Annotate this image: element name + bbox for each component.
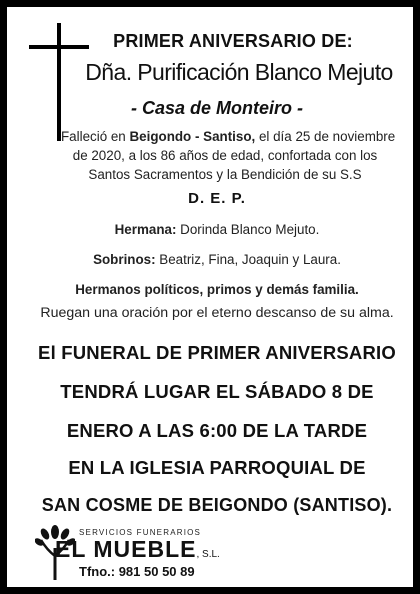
death-prefix: Falleció en	[61, 129, 126, 144]
prayer-request: Ruegan una oración por el eterno descanso de su alma.	[40, 305, 394, 321]
nephews-value: Beatriz, Fina, Joaquin y Laura.	[159, 252, 341, 267]
logo-subtitle: SERVICIOS FUNERARIOS	[79, 528, 202, 537]
sister-value: Dorinda Blanco Mejuto.	[180, 222, 320, 237]
nephews-line	[17, 252, 417, 267]
death-notice	[47, 127, 403, 184]
logo-phone: Tfno.: 981 50 50 89	[79, 564, 195, 579]
other-relatives: Hermanos políticos, primos y demás familia.	[75, 282, 359, 297]
sister-line	[17, 222, 417, 237]
logo-brand-suffix: , S.L.	[196, 549, 220, 560]
death-sacraments: Santos Sacramentos y la Bendición de su S.S	[88, 167, 362, 182]
logo-brand-name: EL MUEBLE	[55, 536, 197, 562]
funeral-line-5: SAN COSME DE BEIGONDO (SANTISO).	[41, 495, 393, 515]
death-date: el día 25 de noviembre	[258, 129, 396, 144]
death-age: de 2020, a los 86 años de edad, confortada con los	[72, 148, 378, 163]
funeral-line-2: TENDRÁ LUGAR EL SÁBADO 8 DE	[60, 381, 374, 402]
death-place: Beigondo - Santiso,	[129, 129, 256, 144]
funeral-line-3: ENERO A LAS 6:00 DE LA TARDE	[66, 420, 368, 441]
sister-label: Hermana:	[114, 222, 177, 237]
logo-brand	[55, 536, 220, 563]
funeral-home-logo	[35, 522, 235, 588]
house-name: - Casa de Monteiro -	[130, 98, 304, 118]
dep-label: D. E. P.	[188, 190, 246, 207]
nephews-label: Sobrinos:	[93, 252, 156, 267]
anniversary-heading: PRIMER ANIVERSARIO DE:	[113, 31, 353, 51]
deceased-name: Dña. Purificación Blanco Mejuto	[85, 59, 393, 85]
funeral-line-4: EN LA IGLESIA PARROQUIAL DE	[68, 457, 366, 478]
funeral-line-1: El FUNERAL DE PRIMER ANIVERSARIO	[38, 342, 396, 363]
